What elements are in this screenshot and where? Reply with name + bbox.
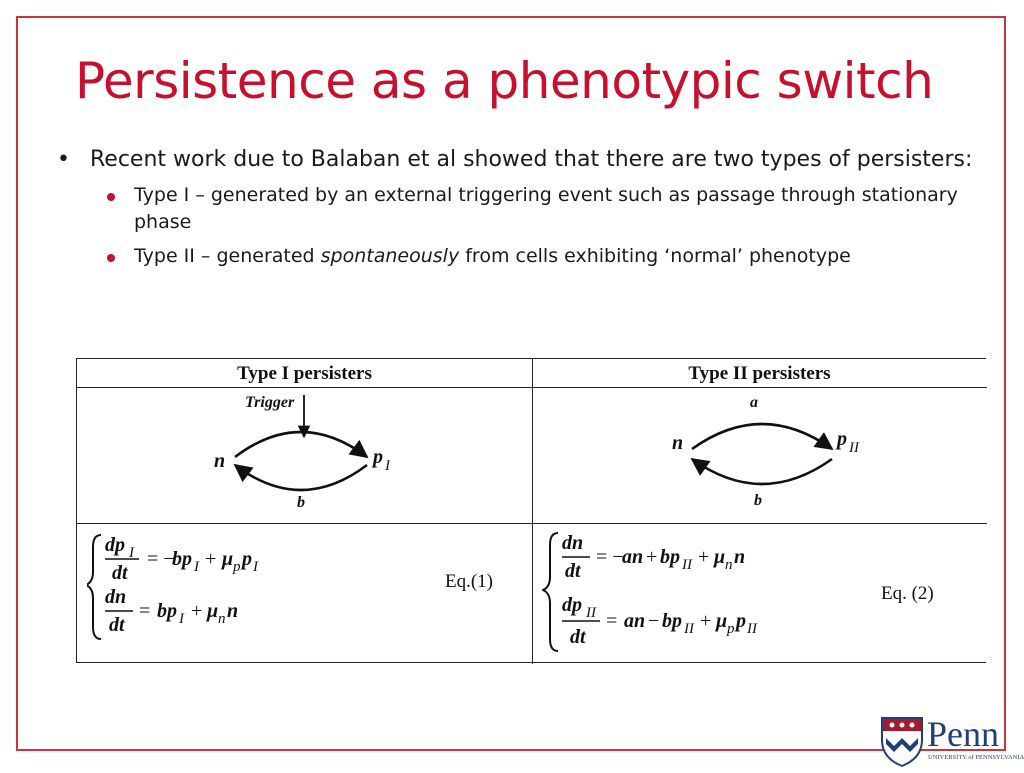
penn-wordmark: Penn	[927, 714, 999, 754]
type2-switch-diagram	[662, 389, 882, 521]
penn-logo	[880, 712, 1024, 768]
svg-text:an: an	[624, 610, 646, 632]
bullet-dot: •	[57, 147, 70, 172]
svg-text:II: II	[586, 605, 596, 621]
left-brace	[543, 533, 558, 651]
svg-text:I: I	[179, 611, 184, 627]
svg-text:n: n	[725, 557, 733, 573]
svg-text:p: p	[736, 610, 746, 632]
svg-text:bp: bp	[157, 600, 177, 622]
svg-text:bp: bp	[660, 546, 680, 568]
svg-text:= −: = −	[596, 546, 624, 568]
rate-a: a	[750, 394, 758, 411]
svg-text:μ: μ	[716, 610, 728, 632]
type1-switch-diagram	[197, 389, 417, 521]
svg-text:dp: dp	[562, 594, 582, 616]
svg-text:an: an	[622, 546, 644, 568]
bullet-main-text: Recent work due to Balaban et al showed that there are two types of persisters:	[90, 147, 973, 172]
svg-text:II: II	[747, 621, 757, 637]
penn-subtext: UNIVERSITY of PENNSYLVANIA	[928, 754, 1024, 761]
p-to-n-arrow	[692, 459, 832, 484]
svg-text:μ: μ	[714, 546, 726, 568]
eq1-label: Eq.(1)	[445, 571, 494, 592]
node-n: n	[672, 432, 684, 454]
svg-text:+: +	[191, 600, 203, 622]
svg-text:−: −	[648, 610, 660, 632]
sub-bullet-type2	[57, 243, 992, 270]
svg-text:dt: dt	[565, 560, 581, 582]
left-brace	[87, 535, 101, 639]
svg-text:dt: dt	[112, 562, 128, 584]
svg-text:dt: dt	[570, 626, 586, 648]
node-p-subscript: II	[849, 440, 859, 456]
node-p: p	[373, 446, 383, 468]
sub-bullet-type2-prefix: Type II – generated	[134, 245, 321, 267]
svg-text:n: n	[734, 546, 746, 568]
col2-header: Type II persisters	[688, 363, 831, 384]
svg-text:dn: dn	[562, 532, 584, 554]
persister-table	[76, 358, 986, 663]
equation-system-2	[542, 527, 862, 663]
sub-bullet-type1-text: Type I – generated by an external triggering event such as passage through stationary phase	[134, 184, 958, 233]
svg-text:I: I	[253, 559, 258, 575]
svg-text:dp: dp	[105, 534, 125, 556]
svg-text:+: +	[646, 546, 658, 568]
svg-text:p: p	[233, 559, 241, 575]
slide-title: Persistence as a phenotypic switch	[75, 52, 934, 110]
svg-text:n: n	[227, 600, 239, 622]
svg-text:II: II	[682, 557, 692, 573]
svg-text:=: =	[139, 600, 151, 622]
bullet-main	[57, 145, 992, 175]
p-to-n-arrow	[235, 465, 367, 490]
svg-text:+: +	[700, 610, 712, 632]
sub-bullet-type1	[57, 182, 992, 236]
trigger-label: Trigger	[245, 394, 295, 411]
svg-text:dn: dn	[105, 586, 127, 608]
sub-bullet-type2-suffix: from cells exhibiting ‘normal’ phenotype	[459, 245, 851, 267]
rate-b: b	[754, 492, 762, 509]
svg-text:=: =	[606, 610, 618, 632]
svg-text:bp: bp	[172, 548, 192, 570]
col1-header: Type I persisters	[237, 363, 372, 384]
svg-text:μ: μ	[222, 548, 234, 570]
n-to-p-arrow	[692, 424, 832, 449]
rate-b: b	[297, 494, 305, 511]
red-bullet-dot	[107, 193, 115, 201]
equation-system-1	[87, 527, 387, 657]
bullet-list	[57, 145, 992, 270]
svg-text:= −: = −	[147, 548, 175, 570]
red-bullet-dot	[107, 254, 115, 262]
eq2-label: Eq. (2)	[881, 583, 934, 604]
sub-bullet-type2-emphasis: spontaneously	[320, 245, 460, 267]
node-p: p	[837, 428, 847, 450]
svg-text:bp: bp	[662, 610, 682, 632]
svg-text:n: n	[218, 611, 226, 627]
table-column-divider	[532, 359, 533, 664]
svg-text:dt: dt	[109, 614, 125, 636]
node-n: n	[214, 450, 226, 472]
svg-text:p: p	[242, 548, 252, 570]
svg-text:I: I	[194, 559, 199, 575]
node-p-subscript: I	[385, 458, 390, 474]
n-to-p-arrow	[235, 432, 367, 457]
svg-text:p: p	[727, 621, 735, 637]
svg-text:+: +	[205, 548, 217, 570]
svg-text:II: II	[684, 621, 694, 637]
svg-text:+: +	[698, 546, 710, 568]
svg-text:I: I	[129, 545, 134, 561]
svg-text:μ: μ	[207, 600, 219, 622]
